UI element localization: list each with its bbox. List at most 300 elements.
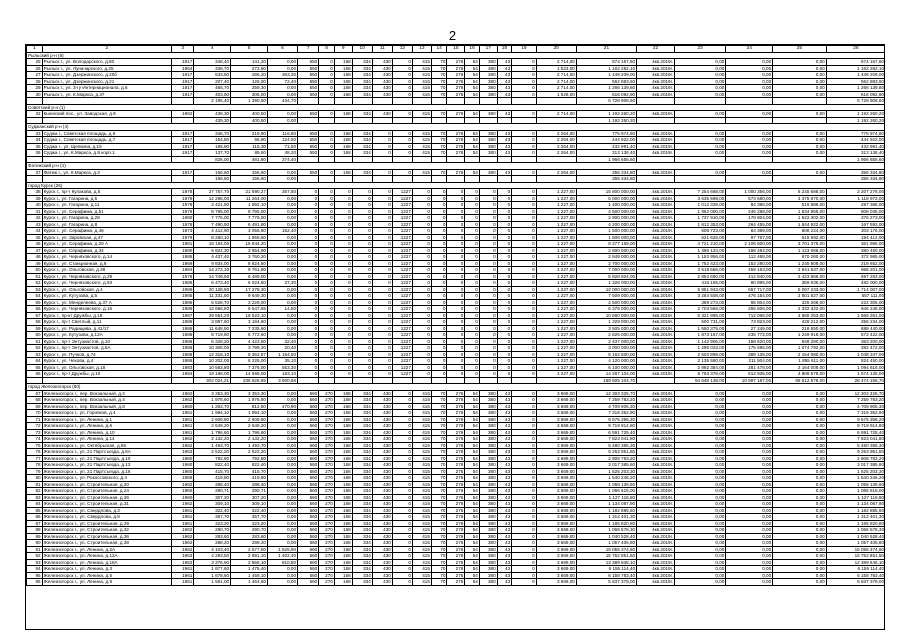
table-cell: 0 — [479, 345, 497, 352]
table-cell: 0 — [431, 306, 447, 313]
table-cell: 0 — [298, 202, 319, 209]
table-cell: 334 — [352, 559, 372, 566]
table-cell: 1 066 578,30 — [576, 527, 636, 534]
table-cell: 1 402,40 — [267, 553, 297, 560]
table-cell: 0,00 — [726, 72, 773, 79]
table-cell: 1 066 615,00 — [826, 488, 885, 495]
table-cell: 1986 — [172, 319, 194, 326]
table-cell: 812,80 — [231, 403, 268, 410]
table-cell: 1227 — [392, 254, 412, 261]
table-cell: 0 — [512, 423, 537, 430]
table-cell: 0 — [512, 455, 537, 462]
table-cell: 0,00 — [267, 312, 297, 319]
table-cell: 0 — [465, 319, 480, 326]
table-cell: 560 — [298, 488, 319, 495]
table-cell: 0,00 — [726, 390, 773, 397]
table-cell: 54 — [465, 455, 480, 462]
table-cell: 54 — [465, 449, 480, 456]
table-cell: 168 — [334, 449, 352, 456]
table-cell: 276 — [447, 59, 465, 66]
table-cell: 168 — [334, 520, 352, 527]
table-cell: Курск г., пр-т Энтузиастов, д.10 — [42, 338, 171, 345]
table-cell: 3 669,00 — [536, 481, 576, 488]
table-cell: 1 396 134,00 — [675, 247, 726, 254]
table-cell: Курск г., ул. Ольговская, д.4 — [42, 286, 171, 293]
table-cell: 0,00 — [267, 247, 297, 254]
table-cell: 325 268,00 — [773, 299, 827, 306]
table-cell: 9 575 356,20 — [576, 416, 636, 423]
total-cell: 2 195,40 — [194, 98, 231, 105]
table-cell: 372 985,00 — [826, 254, 885, 261]
table-cell: 560 — [298, 390, 319, 397]
table-cell: 0,00 — [726, 436, 773, 443]
table-cell: 0,00 — [675, 423, 726, 430]
table-cell: 0 — [319, 286, 335, 293]
table-cell: 389 138,00 — [726, 351, 773, 358]
table-cell: 0 — [431, 273, 447, 280]
table-cell: 4кв.2019г. — [637, 221, 675, 228]
table-cell: 0 — [319, 351, 335, 358]
table-cell: 41 — [27, 208, 43, 215]
table-cell: 380 — [479, 143, 497, 150]
table-cell: 6 158 783,40 — [826, 572, 885, 579]
table-cell: 0 — [447, 286, 465, 293]
table-cell: 4кв.2019г. — [637, 468, 675, 475]
table-cell: 0 — [298, 358, 319, 365]
table-cell: 6 772,60 — [231, 332, 268, 339]
table-cell: 380 — [479, 553, 497, 560]
table-cell: 0 — [352, 280, 372, 287]
table-cell: 0 — [319, 364, 335, 371]
table-cell: 415 — [412, 533, 431, 540]
table-cell: 560 — [298, 462, 319, 469]
table-cell: 1 978,60 — [194, 397, 231, 404]
table-cell: 82 — [27, 488, 43, 495]
table-cell: 112 468,00 — [726, 254, 773, 261]
table-cell: 0,00 — [773, 429, 827, 436]
table-cell: 0,00 — [267, 215, 297, 222]
table-cell: 1960 — [172, 468, 194, 475]
table-cell: 264 455,00 — [726, 221, 773, 228]
table-cell: 168 — [334, 514, 352, 521]
table-cell: 7 509 000,00 — [576, 293, 636, 300]
table-cell: 0,00 — [773, 137, 827, 144]
table-cell: 43 — [497, 143, 512, 150]
table-cell: 4кв.2019г. — [637, 546, 675, 553]
table-cell: 1 227,00 — [536, 351, 576, 358]
table-cell: 168 — [334, 403, 352, 410]
table-cell: 380 — [479, 559, 497, 566]
table-cell: 0 — [298, 293, 319, 300]
table-cell: 380 — [479, 501, 497, 508]
table-cell: 70 — [431, 533, 447, 540]
table-cell: 0,00 — [675, 566, 726, 573]
table-cell: 4кв.2019г. — [637, 91, 675, 98]
table-cell: 0 — [392, 143, 412, 150]
table-cell: 1 227,00 — [536, 241, 576, 248]
table-cell: 1 066 615,00 — [576, 488, 636, 495]
table-cell: 0,00 — [773, 514, 827, 521]
table-cell: 0 — [479, 202, 497, 209]
table-cell: 0 — [412, 202, 431, 209]
table-cell: 0 — [392, 475, 412, 482]
table-cell: 0 — [392, 403, 412, 410]
table-cell: 4 500 000,00 — [576, 208, 636, 215]
table-cell: 70 — [431, 527, 447, 534]
table-cell: 0 — [392, 429, 412, 436]
table-cell: 0,00 — [726, 468, 773, 475]
table-cell: 808 045,00 — [826, 208, 885, 215]
table-cell: 6 158 783,40 — [576, 572, 636, 579]
table-cell: 3 669,00 — [536, 455, 576, 462]
table-cell: 3 669,00 — [536, 540, 576, 547]
table-cell: 2 264,00 — [536, 150, 576, 157]
table-cell: 4 437,40 — [194, 254, 231, 261]
table-cell: 168 — [334, 436, 352, 443]
table-cell: 70 — [431, 449, 447, 456]
table-cell: 0 — [372, 137, 392, 144]
table-cell: 207,40 — [194, 78, 231, 85]
table-cell: 560 — [298, 468, 319, 475]
table-cell: 168 — [334, 423, 352, 430]
table-cell: 2 264,00 — [536, 137, 576, 144]
table-cell: 1969 — [172, 260, 194, 267]
table-cell: 1 812 353,00 — [675, 221, 726, 228]
table-cell: 380 — [479, 449, 497, 456]
table-cell: 334 — [352, 78, 372, 85]
table-cell: 4 721 210,00 — [675, 241, 726, 248]
table-cell: 4кв.2019г. — [637, 169, 675, 176]
table-cell: 1 796,60 — [194, 429, 231, 436]
table-cell: 270 — [319, 475, 335, 482]
table-cell: 1 227,00 — [536, 195, 576, 202]
table-cell: 356 334,80 — [576, 169, 636, 176]
table-cell: 0 — [334, 202, 352, 209]
table-cell: 0 — [392, 579, 412, 586]
table-cell: 560 — [298, 442, 319, 449]
table-cell: 1 329 000,00 — [576, 319, 636, 326]
table-cell: 415 — [412, 455, 431, 462]
table-cell: 2 609,80 — [194, 416, 231, 423]
table-cell: 0 — [431, 319, 447, 326]
table-cell: 0 — [298, 208, 319, 215]
table-cell: 270 — [319, 481, 335, 488]
table-cell: 0,00 — [267, 299, 297, 306]
table-cell: 4кв.2019г. — [637, 202, 675, 209]
table-cell: 88 — [27, 527, 43, 534]
table-cell: 380 — [479, 410, 497, 417]
table-cell: 115,30 — [231, 143, 268, 150]
table-cell: 380 — [479, 111, 497, 118]
table-cell: Рыльск г., ул. Дзержинского, д.21 — [42, 78, 171, 85]
table-cell: 1 574 135,00 — [826, 371, 885, 378]
table-cell: 1 540 246,20 — [576, 475, 636, 482]
table-cell: 27 — [27, 72, 43, 79]
table-cell: 5 828 604,00 — [576, 273, 636, 280]
table-cell: 73 823,00 — [726, 319, 773, 326]
table-cell: 0 — [479, 280, 497, 287]
table-cell: 1 608 000,00 — [576, 234, 636, 241]
table-cell: 0 — [512, 254, 537, 261]
table-cell: 1961 — [172, 416, 194, 423]
table-cell: 0 — [479, 273, 497, 280]
table-cell: 560 — [298, 397, 319, 404]
table-cell: 3 669,00 — [536, 488, 576, 495]
table-cell: 0 — [319, 241, 335, 248]
column-header: 9 — [334, 46, 352, 53]
table-cell: 59 — [27, 325, 43, 332]
table-cell: 1960 — [172, 403, 194, 410]
table-cell: 1917 — [172, 85, 194, 92]
table-cell: 3 353,30 — [231, 390, 268, 397]
table-cell: 1 227,00 — [536, 215, 576, 222]
table-cell: 0 — [497, 345, 512, 352]
table-cell: 0 — [479, 260, 497, 267]
table-cell: 1962 — [172, 397, 194, 404]
table-cell: 322,40 — [194, 507, 231, 514]
table-cell: 1917 — [172, 91, 194, 98]
table-cell: 0,00 — [267, 332, 297, 339]
table-cell: 0 — [512, 501, 537, 508]
table-cell: 0,00 — [267, 286, 297, 293]
table-cell: 168 — [334, 540, 352, 547]
table-cell: 37,30 — [267, 280, 297, 287]
table-cell: 0 — [372, 358, 392, 365]
table-cell: 0 — [298, 221, 319, 228]
table-cell: 276 — [447, 85, 465, 92]
table-cell: 6 155 114,40 — [576, 566, 636, 573]
table-cell: 0,00 — [773, 397, 827, 404]
table-cell: 10 563,80 — [194, 364, 231, 371]
table-cell: 0 — [512, 410, 537, 417]
table-cell: 43 — [497, 442, 512, 449]
table-cell: 219 652,00 — [826, 260, 885, 267]
table-cell: 0 — [334, 267, 352, 274]
table-cell: 0,00 — [267, 436, 297, 443]
table-cell: 54 — [465, 85, 480, 92]
table-cell: 0,00 — [726, 462, 773, 469]
table-cell: 0 — [392, 150, 412, 157]
table-cell: Фатеж г., ул. К.Маркса, д.3 — [42, 169, 171, 176]
total-cell: 374,40 — [267, 156, 297, 163]
table-cell: 0 — [334, 254, 352, 261]
table-cell: 270 — [319, 572, 335, 579]
table-cell: Железногорск г., ул. Строительная, д.20 — [42, 481, 171, 488]
table-cell: 70 — [431, 455, 447, 462]
table-cell: Курск г., ул. Менделеева, д.37 А — [42, 299, 171, 306]
table-cell: Железногорск г., ул. Ленина, д.9 — [42, 579, 171, 586]
table-cell: 0 — [319, 280, 335, 287]
table-cell: 270 — [319, 559, 335, 566]
table-cell: 0,00 — [726, 507, 773, 514]
table-cell: 1227 — [392, 332, 412, 339]
column-header: 13 — [412, 46, 431, 53]
table-cell: 0,00 — [773, 527, 827, 534]
table-cell: 0 — [412, 228, 431, 235]
table-cell: 0 — [352, 247, 372, 254]
table-cell: 380 — [479, 390, 497, 397]
table-cell: 465,70 — [194, 85, 231, 92]
table-cell: 0 — [319, 85, 335, 92]
table-cell: 0 — [447, 208, 465, 215]
table-cell: 1 066 578,30 — [826, 527, 885, 534]
table-cell: 0 — [447, 364, 465, 371]
table-cell: 334 — [352, 455, 372, 462]
table-cell: 72 — [27, 423, 43, 430]
table-cell: Курск г., ул. Черняховского, д.14 — [42, 254, 171, 261]
table-cell: 0 — [465, 312, 480, 319]
table-cell: 1980 — [172, 247, 194, 254]
table-cell: 0 — [412, 306, 431, 313]
table-cell: 3 194,60 — [231, 319, 268, 326]
table-cell: 4кв.2019г. — [637, 390, 675, 397]
table-cell: Железногорск г., ул. Ленина, д.10 — [42, 429, 171, 436]
table-cell: 0 — [497, 299, 512, 306]
table-cell: 276 — [447, 130, 465, 137]
table-cell: 415 — [412, 566, 431, 573]
table-cell: 0 — [512, 449, 537, 456]
table-cell: 1 245 808,00 — [773, 260, 827, 267]
table-cell: 0 — [512, 527, 537, 534]
table-cell: 290,71 — [231, 488, 268, 495]
table-cell: 0 — [479, 358, 497, 365]
table-cell: 674 157,60 — [576, 59, 636, 66]
table-cell: 3 669,00 — [536, 501, 576, 508]
table-cell: 0,00 — [675, 416, 726, 423]
table-cell: 550 — [298, 137, 319, 144]
table-cell: 4кв.2019г. — [637, 150, 675, 157]
table-cell: 550 — [298, 143, 319, 150]
table-cell: 657 717,00 — [726, 286, 773, 293]
table-cell: 0 — [497, 371, 512, 378]
table-cell: 6 375 000,00 — [576, 306, 636, 313]
section-title: город Курск (26) — [27, 182, 886, 189]
table-cell: 53 — [27, 286, 43, 293]
table-cell: 9 352,87 — [231, 351, 268, 358]
table-cell: 336,70 — [194, 65, 231, 72]
table-cell: 1962 — [172, 533, 194, 540]
table-cell: 0 — [319, 202, 335, 209]
table-cell: 222 305,00 — [826, 299, 885, 306]
table-cell: 43 — [497, 403, 512, 410]
table-cell: 948 290,00 — [773, 338, 827, 345]
table-cell: 70 — [431, 579, 447, 586]
table-cell: 0 — [298, 319, 319, 326]
table-cell: 276 — [447, 397, 465, 404]
table-cell: 0 — [372, 234, 392, 241]
table-cell: 1227 — [392, 371, 412, 378]
table-cell: 0 — [298, 228, 319, 235]
table-cell: 0,00 — [267, 423, 297, 430]
table-cell: 309,10 — [231, 501, 268, 508]
table-cell: 0 — [319, 260, 335, 267]
table-cell: 430 — [372, 566, 392, 573]
table-cell: 415 — [412, 449, 431, 456]
table-cell: 5 837 379,00 — [826, 579, 885, 586]
table-cell: 168 — [334, 494, 352, 501]
table-cell: 0,00 — [773, 572, 827, 579]
table-cell: 0,00 — [675, 553, 726, 560]
table-cell: 54 — [465, 462, 480, 469]
table-cell: 415 — [412, 442, 431, 449]
table-cell: 1 873 167,00 — [675, 332, 726, 339]
table-cell: 0 — [512, 228, 537, 235]
table-cell: 0 — [447, 241, 465, 248]
table-cell: 0,00 — [726, 91, 773, 98]
table-cell: 1986 — [172, 325, 194, 332]
table-cell: 4кв.2019г. — [637, 137, 675, 144]
table-cell: 56,90 — [231, 137, 268, 144]
table-cell: 0,00 — [773, 72, 827, 79]
table-cell: 0 — [319, 215, 335, 222]
table-cell: 4кв.2019г. — [637, 494, 675, 501]
table-cell: 3 669,00 — [536, 416, 576, 423]
table-cell: 1986 — [172, 299, 194, 306]
table-cell: 0 — [352, 286, 372, 293]
table-cell: 1 227,00 — [536, 364, 576, 371]
table-cell: 1985 — [172, 280, 194, 287]
table-cell: 5 480 385,30 — [826, 442, 885, 449]
table-cell: 0 — [465, 221, 480, 228]
table-cell: 0,00 — [675, 540, 726, 547]
table-cell: 0,00 — [773, 449, 827, 456]
table-cell: 270 — [319, 520, 335, 527]
table-cell: 276 — [447, 494, 465, 501]
table-cell: 0,00 — [267, 202, 297, 209]
table-cell: Курск г., пр-т Кулакова, д.5 — [42, 189, 171, 196]
table-cell: 276 — [447, 111, 465, 118]
table-cell: 0 — [465, 267, 480, 274]
table-cell: 363 200,00 — [826, 338, 885, 345]
table-cell: 276 — [447, 546, 465, 553]
table-cell: 1 400 000,00 — [576, 202, 636, 209]
table-cell: 430 — [372, 65, 392, 72]
table-cell: 270 — [319, 553, 335, 560]
table-cell: 276 — [447, 416, 465, 423]
table-cell: 430 — [372, 111, 392, 118]
table-cell: 415 — [412, 546, 431, 553]
table-cell: 415 — [412, 403, 431, 410]
table-cell: 276 — [447, 169, 465, 176]
table-cell: 54 — [465, 488, 480, 495]
table-cell: 43 — [497, 462, 512, 469]
table-cell: 2 703 666,00 — [675, 306, 726, 313]
table-cell: 1962 — [172, 540, 194, 547]
table-cell: 141,20 — [231, 59, 268, 66]
table-cell: 0 — [431, 351, 447, 358]
table-cell: 0 — [392, 520, 412, 527]
column-header: 10 — [352, 46, 372, 53]
table-cell: 0 — [447, 234, 465, 241]
table-cell: 1962 — [172, 559, 194, 566]
table-cell: 0 — [412, 299, 431, 306]
table-cell: 0 — [512, 208, 537, 215]
table-cell: 7 316 352,90 — [826, 410, 885, 417]
table-cell: 380 — [479, 533, 497, 540]
table-cell: 0,00 — [267, 501, 297, 508]
table-cell: 7 823 041,80 — [576, 436, 636, 443]
table-cell: 4 412,90 — [194, 228, 231, 235]
table-cell: 0,00 — [773, 533, 827, 540]
table-cell: 0 — [479, 267, 497, 274]
table-cell: 1 127 116,80 — [576, 494, 636, 501]
table-cell: 4кв.2019г. — [637, 540, 675, 547]
table-cell: 168 — [334, 169, 352, 176]
table-cell: 0,00 — [726, 150, 773, 157]
table-cell: 43 — [497, 507, 512, 514]
table-cell: 0 — [431, 293, 447, 300]
table-cell: 0 — [334, 247, 352, 254]
